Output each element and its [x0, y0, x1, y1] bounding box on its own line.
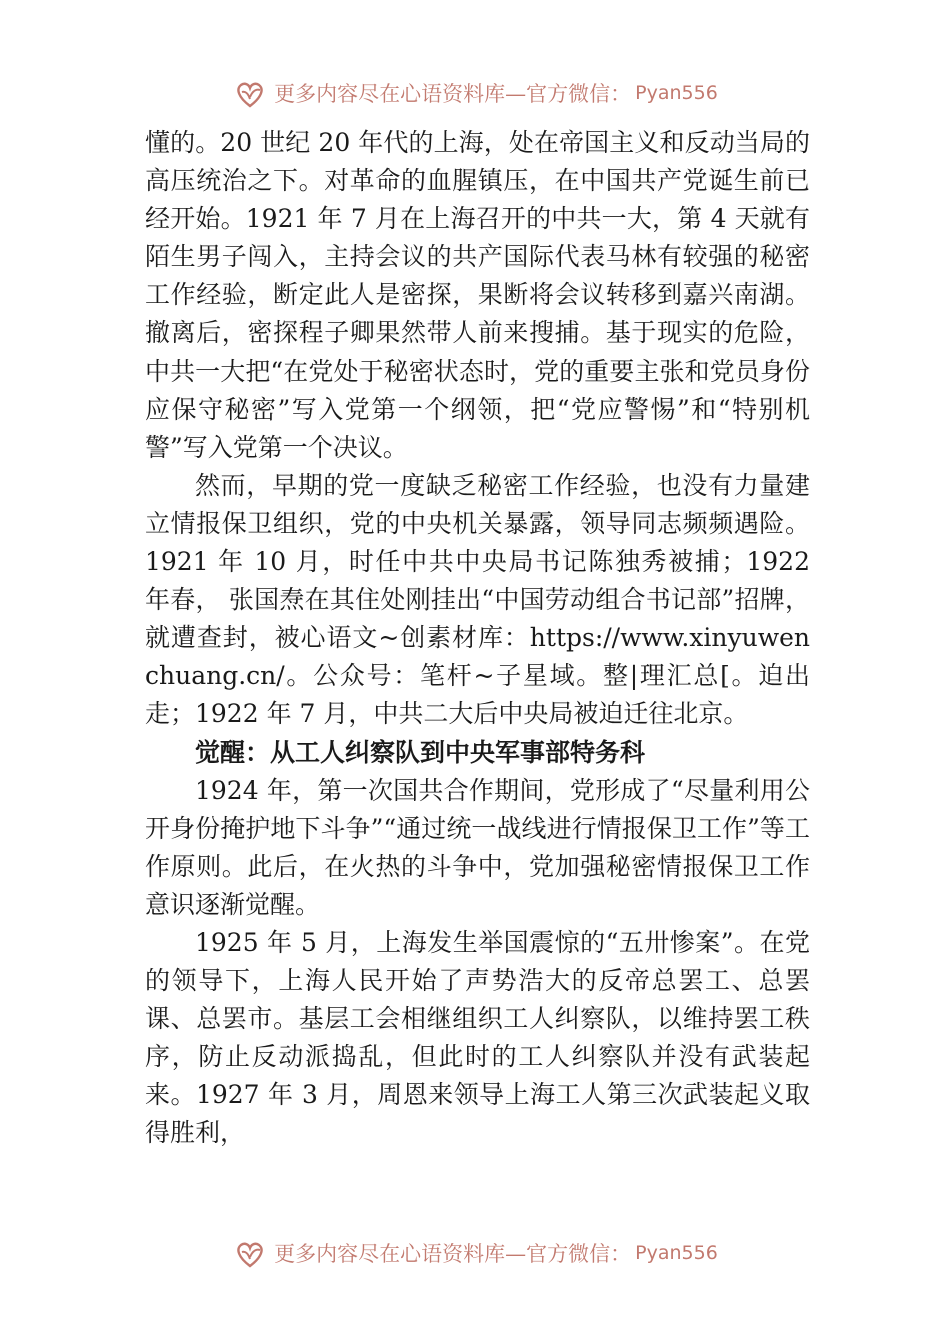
- paragraph-4: 1925 年 5 月，上海发生举国震惊的“五卅惨案”。在党的领导下，上海人民开始了声势浩大的反帝总罢工、总罢课、总罢市。基层工会相继组织工人纠察队，以维持罢工秩序，防止反动派捣乱，但此时的工人纠察队并没有武装起来。1927 年 3 月，周恩来领导上海工人第三次武装起义取得胜利，: [145, 927, 810, 1148]
- document-body: [145, 124, 810, 1153]
- paragraph-2: 然而，早期的党一度缺乏秘密工作经验，也没有力量建立情报保卫组织，党的中央机关暴露，领导同志频频遇险。1921 年 10 月，时任中共中央局书记陈独秀被捕；1922 年春， 张国焘在其住处刚挂出“中国劳动组合书记部”招牌，就遭查封，被心语文~创素材库：https://www.xinyuwenchuang.cn/。公众号：笔杆~子星域。整|理汇总[。迫出走；1922 年 7 月，中共二大后中央局被迫迁往北京。: [145, 470, 810, 729]
- heart-sprout-logo-icon: [232, 1235, 268, 1271]
- watermark-wechat-id: Pyan556: [635, 1242, 718, 1264]
- footer-watermark: [0, 1233, 950, 1273]
- header-watermark: [0, 73, 950, 113]
- paragraph-1: 懂的。20 世纪 20 年代的上海，处在帝国主义和反动当局的高压统治之下。对革命的血腥镇压，在中国共产党诞生前已经开始。1921 年 7 月在上海召开的中共一大，第 4 天就有陌生男子闯入，主持会议的共产国际代表马林有较强的秘密工作经验，断定此人是密探，果断将会议转移到嘉兴南湖。撤离后，密探程子卿果然带人前来搜捕。基于现实的危险，中共一大把“在党处于秘密状态时，党的重要主张和党员身份应保守秘密”写入党第一个纲领，把“党应警惕”和“特别机警”写入党第一个决议。: [145, 128, 810, 462]
- watermark-wechat-id: Pyan556: [635, 82, 718, 104]
- section-heading: 觉醒：从工人纠察队到中央军事部特务科: [195, 737, 646, 767]
- paragraph-3: 1924 年，第一次国共合作期间，党形成了“尽量利用公开身份掩护地下斗争”“通过统一战线进行情报保卫工作”等工作原则。此后，在火热的斗争中，党加强秘密情报保卫工作意识逐渐觉醒。: [145, 775, 810, 919]
- watermark-cn-text: 更多内容尽在心语资料库—官方微信：: [274, 1242, 632, 1266]
- watermark-cn-text: 更多内容尽在心语资料库—官方微信：: [274, 82, 632, 106]
- heart-sprout-logo-icon: [232, 75, 268, 111]
